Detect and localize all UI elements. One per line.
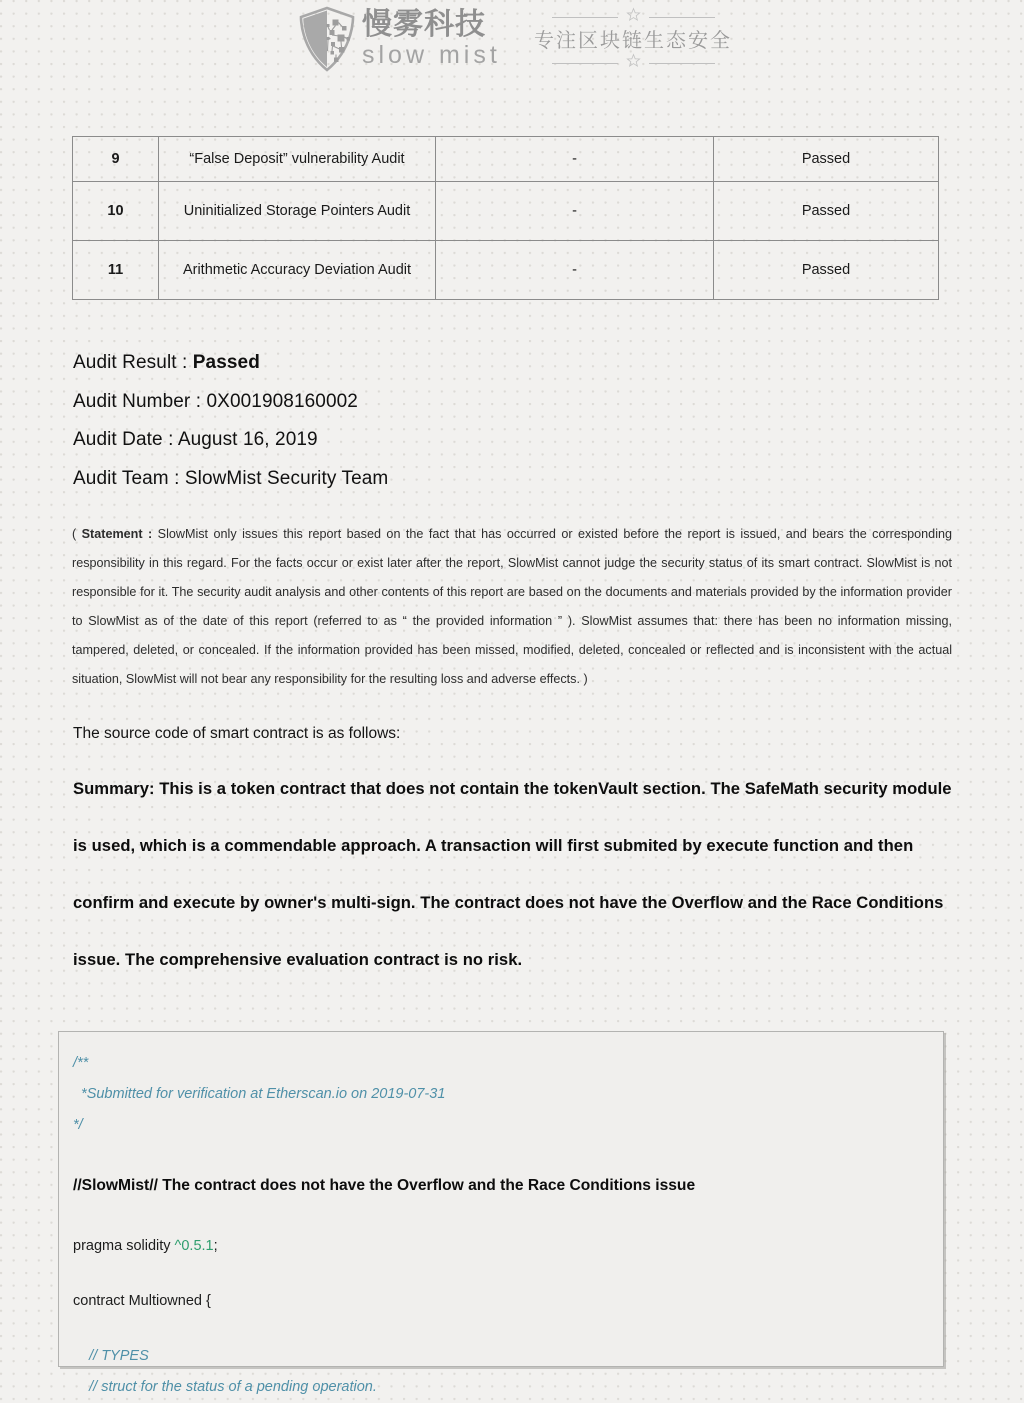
audit-date-value: August 16, 2019 (177, 429, 318, 451)
logo-cn-name: 慢雾科技 (362, 7, 486, 42)
audit-result-line (73, 344, 673, 383)
cell-item: Arithmetic Accuracy Deviation Audit (159, 241, 436, 300)
code-line (73, 1317, 925, 1341)
cell-result: Passed (714, 182, 939, 241)
slowmist-logo (296, 6, 501, 72)
audit-result-value: Passed (192, 352, 260, 373)
code-line: *Submitted for verification at Etherscan.io on 2019-07-31 (73, 1086, 446, 1102)
statement-body: SlowMist only issues this report based on the fact that has occurred or existed before the report is issued, and bears the corresponding responsibility in this regard. For the facts occur or exist later after the report, SlowMist cannot judge the security status of its smart contract. SlowMist is not responsible for it. The security audit analysis and other contents of this report are based on the documents and materials provided by the information provider to SlowMist as of the date of this report (referred to as “ the provided information ” ). SlowMist assumes that: there has been no information missing, tampered, deleted, or concealed. If the information provided has been missed, modified, deleted, concealed or reflected and is inconsistent with the actual situation, SlowMist will not bear any responsibility for the resulting loss and adverse effects. ) (72, 527, 952, 686)
summary-paragraph: Summary: This is a token contract that does not contain the tokenVault section. The SafeMath security module is used, which is a commendable approach. A transaction will first submited by execute function and then confirm and execute by owner's multi-sign. The contract does not have the Overflow and the Race Conditions issue. The comprehensive evaluation contract is no risk. (73, 779, 952, 969)
audit-number-label: Audit Number : (73, 390, 207, 412)
cell-item: Uninitialized Storage Pointers Audit (159, 182, 436, 241)
code-lines-container (73, 1048, 925, 1403)
slowmist-shield-logo (296, 6, 358, 72)
cell-no: 11 (73, 241, 159, 300)
audit-result-label: Audit Result : (73, 352, 193, 373)
table-row (73, 241, 939, 300)
audit-number-value: 0X001908160002 (206, 390, 358, 412)
cell-no: 10 (73, 182, 159, 241)
code-line: */ (73, 1117, 83, 1133)
deco-line-left (552, 17, 618, 18)
logo-en-name: slow mist (362, 40, 501, 69)
audit-team-label: Audit Team : (73, 467, 185, 489)
audit-number-line (73, 383, 673, 422)
code-line: pragma solidity ^0.5.1; (73, 1238, 218, 1254)
solidity-version-token: ^0.5.1 (174, 1238, 214, 1254)
cell-detail: - (436, 137, 714, 182)
tagline-text: 专注区块链生态安全 (534, 28, 732, 52)
tagline-deco-bottom (533, 56, 733, 70)
audit-result-summary (73, 344, 673, 498)
table-row (73, 137, 939, 182)
code-line: /** (73, 1055, 89, 1071)
statement-paragraph (72, 520, 952, 694)
table-row (73, 182, 939, 241)
code-line: //SlowMist// The contract does not have the Overflow and the Race Conditions issue (73, 1177, 696, 1194)
cell-result: Passed (714, 137, 939, 182)
statement-label: Statement : (81, 527, 158, 541)
cell-result: Passed (714, 241, 939, 300)
cell-no: 9 (73, 137, 159, 182)
code-line: // TYPES (73, 1348, 149, 1364)
cell-detail: - (436, 241, 714, 300)
audit-team-line (73, 460, 673, 499)
star-outline-icon (626, 53, 641, 73)
statement-prefix: ( (72, 527, 82, 541)
page-header (0, 0, 1024, 88)
header-tagline (528, 8, 738, 72)
code-line (73, 1141, 925, 1165)
code-line: contract Multiowned { (73, 1293, 211, 1309)
cell-detail: - (436, 182, 714, 241)
source-code-intro: The source code of smart contract is as follows: (73, 725, 401, 742)
deco-line-right (649, 63, 715, 64)
code-line (73, 1262, 925, 1286)
tagline-deco-top (533, 10, 733, 24)
code-line (73, 1207, 925, 1231)
source-code-block[interactable] (58, 1031, 944, 1395)
logo-wordmark (362, 9, 501, 69)
audit-date-line (73, 421, 673, 460)
audit-items-table (72, 136, 939, 300)
audit-team-value: SlowMist Security Team (184, 467, 389, 489)
deco-line-left (552, 63, 618, 64)
deco-line-right (649, 17, 715, 18)
code-line: // struct for the status of a pending operation. (73, 1379, 377, 1395)
cell-item: “False Deposit” vulnerability Audit (159, 137, 436, 182)
audit-date-label: Audit Date : (73, 429, 178, 451)
